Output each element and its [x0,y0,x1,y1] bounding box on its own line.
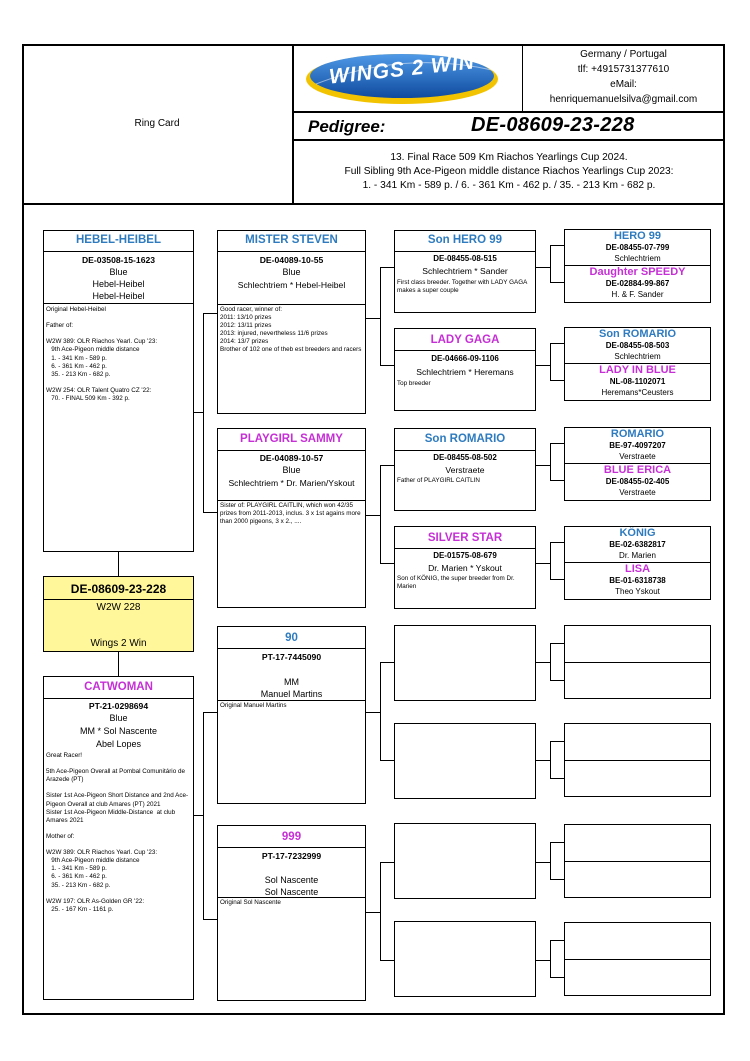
gen3-ring: DE-01575-08-679 [433,551,497,560]
connector [550,282,564,283]
gen2-ring: DE-04089-10-55 [259,255,324,265]
connector [535,365,550,366]
dam-color: Blue [109,713,128,723]
connector [380,365,394,366]
gen4-name: LADY IN BLUE [599,364,676,376]
gen2-color: Blue [282,267,301,277]
connector [550,343,564,344]
gen2-notes: Original Sol Nascente [220,899,281,906]
gen4-ring: DE-08455-07-799 [605,243,670,252]
gen2-ring: PT-17-7232999 [261,851,322,861]
gen4-ring: DE-08455-08-503 [605,341,670,350]
connector [550,542,551,580]
connector [550,245,564,246]
connector [380,662,381,761]
gen2-notes: Good racer, winner of: 2011: 13/10 prizes 2012: 13/11 prizes 2013: injured, nevertheless 11/6 prizes 2014: 13/7 prizes Brother of 102 one of theb est breeders and racers [220,306,362,354]
card-divider [44,698,193,699]
connector [380,662,394,663]
gen3-notes: Top breeder [397,380,431,387]
card-divider [218,648,365,649]
connector [550,542,564,543]
connector [550,579,564,580]
gen3-ring: DE-08455-08-515 [433,254,497,263]
sire-name: HEBEL-HEIBEL [76,234,161,246]
gen4-breeder: Schlechtriem [614,352,661,361]
connector [550,977,564,978]
gen2-notes: Original Manuel Martins [220,702,287,709]
card-divider [218,304,365,305]
gen3-notes: Son of KÖNIG, the super breeder from Dr. Marien [397,575,517,591]
card-divider [218,700,365,701]
gen3-name: LADY GAGA [430,334,500,346]
gen2-ring: DE-04089-10-57 [259,453,324,463]
connector [193,412,203,413]
gen4-breeder: Verstraete [619,488,656,497]
gen2-card[interactable] [217,825,366,1001]
gen3-notes: Father of PLAYGIRL CAITLIN [397,477,480,484]
gen3-notes: First class breeder. Together with LADY GAGA makes a super couple [397,279,529,295]
gen3-ring: DE-08455-08-502 [433,453,497,462]
connector [535,267,550,268]
gen4-breeder: H. & F. Sander [611,290,664,299]
gen3-card[interactable] [394,428,536,511]
connector [118,651,119,676]
connector [550,245,551,283]
connector [365,912,380,913]
connector [550,778,564,779]
connector [550,643,551,681]
connector [550,741,564,742]
connector [380,465,394,466]
card-divider [44,251,193,252]
connector [550,443,551,481]
gen4-pair-card-empty[interactable] [564,625,711,699]
connector [535,960,550,961]
gen3-line1: Schlechtriem * Heremans [416,367,514,377]
sire-ring: DE-03508-15-1623 [81,255,156,265]
gen2-name: PLAYGIRL SAMMY [240,433,343,445]
pedigree-ring: DE-08609-23-228 [471,114,635,136]
dam-name: CATWOMAN [84,681,153,693]
gen3-line1: Dr. Marien * Yskout [428,563,502,573]
gen3-name: SILVER STAR [427,532,503,544]
connector [550,343,551,381]
gen4-name: LISA [624,563,651,575]
gen4-breeder: Heremans*Ceusters [601,388,674,397]
contact-email-label: eMail: [610,79,637,90]
gen3-name: Son HERO 99 [427,234,503,246]
highlight-line: 13. Final Race 509 Km Riachos Yearlings Cup 2024. [390,152,628,163]
gen3-card[interactable] [394,328,536,411]
card-divider [218,897,365,898]
gen2-line1: MM [284,677,299,687]
subject-ring: DE-08609-23-228 [70,582,167,596]
connector [203,919,217,920]
sire-line1: Hebel-Heibel [92,279,145,289]
connector [365,515,380,516]
gen4-ring: DE-02884-99-867 [605,279,670,288]
highlights [293,151,725,193]
gen4-pair-card[interactable] [564,427,711,501]
connector [203,512,217,513]
gen3-card-empty[interactable] [394,921,536,997]
dam-ring: PT-21-0298694 [88,701,149,711]
sire-notes: Original Hebel-Heibel Father of: W2W 389: OLR Riachos Yearl. Cup '23: 9th Ace-Pigeon middle distance 1. - 341 Km - 589 p. 6. - 361 Km - 462 p. 35. - 213 Km - 682 p. W2W 254: OLR Talent Quatro CZ '22: 70. - FINAL 509 Km - 392 p. [46,306,158,403]
ring-card-label: Ring Card [134,118,180,129]
gen4-pair-card-empty[interactable] [564,922,711,996]
connector [203,712,217,713]
connector [550,842,551,880]
dam-line2: Abel Lopes [95,739,142,749]
logo-text: WINGS 2 WIN [327,50,476,89]
gen2-color: Blue [282,465,301,475]
gen2-line1: Schlechtriem * Hebel-Heibel [237,280,346,290]
connector [550,480,564,481]
card-divider [218,847,365,848]
gen4-pair-card[interactable] [564,526,711,600]
connector [203,712,204,920]
card-divider [395,548,535,549]
connector [380,960,394,961]
gen3-card-empty[interactable] [394,723,536,799]
sire-color: Blue [109,267,128,277]
card-divider [218,450,365,451]
card-divider [44,303,193,304]
gen4-breeder: Dr. Marien [619,551,656,560]
gen4-pair-card[interactable] [564,327,711,401]
connector [365,318,380,319]
gen4-name: Daughter SPEEDY [589,266,686,278]
gen4-name: HERO 99 [613,230,662,242]
contact-phone: tlf: +4915731377610 [577,64,670,75]
card-divider [395,450,535,451]
connector [535,563,550,564]
connector [380,760,394,761]
gen4-name: Son ROMARIO [599,328,676,340]
card-divider [218,500,365,501]
connector [550,680,564,681]
gen4-breeder: Theo Yskout [615,587,660,596]
card-divider [565,760,710,761]
contact-email: henriquemanuelsilva@gmail.com [549,94,698,105]
highlight-line: Full Sibling 9th Ace-Pigeon middle distance Riachos Yearlings Cup 2023: [344,166,674,177]
connector [380,862,394,863]
gen2-card[interactable] [217,230,366,414]
card-divider [395,350,535,351]
header-divider [292,139,725,141]
gen2-ring: PT-17-7445090 [261,652,322,662]
gen2-name: 999 [281,831,302,843]
gen4-ring: NL-08-1102071 [609,377,666,386]
gen4-pair-card[interactable] [564,229,711,303]
connector [550,443,564,444]
gen2-name: MISTER STEVEN [245,234,338,246]
gen3-ring: DE-04666-09-1106 [431,354,499,363]
connector [380,267,394,268]
sire-line2: Hebel-Heibel [92,291,145,301]
gen4-ring: BE-02-6382817 [609,540,666,549]
gen4-name: BLUE ERICA [603,464,672,476]
connector [380,563,394,564]
card-divider [565,662,710,663]
connector [535,862,550,863]
connector [380,465,381,564]
gen2-line2: Sol Nascente [264,887,319,897]
wings2win-logo [302,48,508,106]
connector [118,551,119,576]
highlight-line: 1. - 341 Km - 589 p. / 6. - 361 Km - 462 p. / 35. - 213 Km - 682 p. [362,180,656,191]
connector [535,465,550,466]
pedigree-label: Pedigree: [308,117,386,136]
connector [550,940,551,978]
connector [535,760,550,761]
card-divider [395,251,535,252]
connector [550,380,564,381]
gen3-line1: Schlechtriem * Sander [422,266,508,276]
contact-country: Germany / Portugal [580,49,667,60]
dam-notes: Great Racer! 5th Ace-Pigeon Overall at Pombal Comunitário de Arazede (PT) Sister 1st Ace-Pigeon Short Distance and 2nd Ace-Pigeon Overall at club Amares (PT) 2021 Sister 1st Ace-Pigeon Middle-Distance at club Amares 2021 Mother of: W2W 389: OLR Riachos Yearl. Cup '23: 9th Ace-Pigeon middle distance 1. - 341 Km - 589 p. 6. - 361 Km - 462 p. 35. - 213 Km - 682 p. W2W 197: OLR As-Golden GR '22: 25. - 167 Km - 1161 p. [46,752,189,913]
dam-card[interactable] [43,676,194,1000]
connector [203,313,204,513]
connector [550,643,564,644]
gen4-name: ROMARIO [610,428,665,440]
gen3-name: Son ROMARIO [424,433,506,445]
header-divider [292,111,725,113]
contact-block [522,47,725,107]
gen3-card[interactable] [394,230,536,313]
gen2-line1: Sol Nascente [264,875,319,885]
gen2-card[interactable] [217,626,366,804]
gen2-name: 90 [285,632,298,644]
gen4-name: KÖNIG [619,527,656,539]
subject-card[interactable] [43,576,194,652]
dam-line1: MM * Sol Nascente [79,726,158,736]
connector [203,313,217,314]
gen4-ring: BE-01-6318738 [609,576,666,585]
gen4-pair-card-empty[interactable] [564,723,711,797]
gen3-line1: Verstraete [445,465,485,475]
gen2-card[interactable] [217,428,366,608]
gen2-line2: Manuel Martins [260,689,323,699]
connector [193,815,203,816]
card-divider [565,861,710,862]
gen3-card[interactable] [394,526,536,609]
subject-breeder: Wings 2 Win [90,638,147,649]
gen3-card-empty[interactable] [394,823,536,899]
connector [550,842,564,843]
connector [550,741,551,779]
gen2-notes: Sister of: PLAYGIRL CAITLIN, which won 42/35 prizes from 2011-2013, inclus. 3 x 1st agains more than 2000 pigeons, 3 x 2., .... [220,502,363,526]
card-divider [565,959,710,960]
gen4-breeder: Schlechtriem [614,254,661,263]
subject-name: W2W 228 [96,602,141,613]
gen2-line1: Schlechtriem * Dr. Marien/Yskout [228,478,355,488]
gen4-ring: BE-97-4097207 [609,441,666,450]
gen3-card-empty[interactable] [394,625,536,701]
connector [550,940,564,941]
gen4-ring: DE-08455-02-405 [605,477,670,486]
connector [380,862,381,961]
connector [365,712,380,713]
connector [550,879,564,880]
card-divider [218,251,365,252]
gen4-breeder: Verstraete [619,452,656,461]
connector [380,267,381,366]
connector [535,662,550,663]
card-divider [44,599,193,600]
gen4-pair-card-empty[interactable] [564,824,711,898]
sire-card[interactable] [43,230,194,552]
